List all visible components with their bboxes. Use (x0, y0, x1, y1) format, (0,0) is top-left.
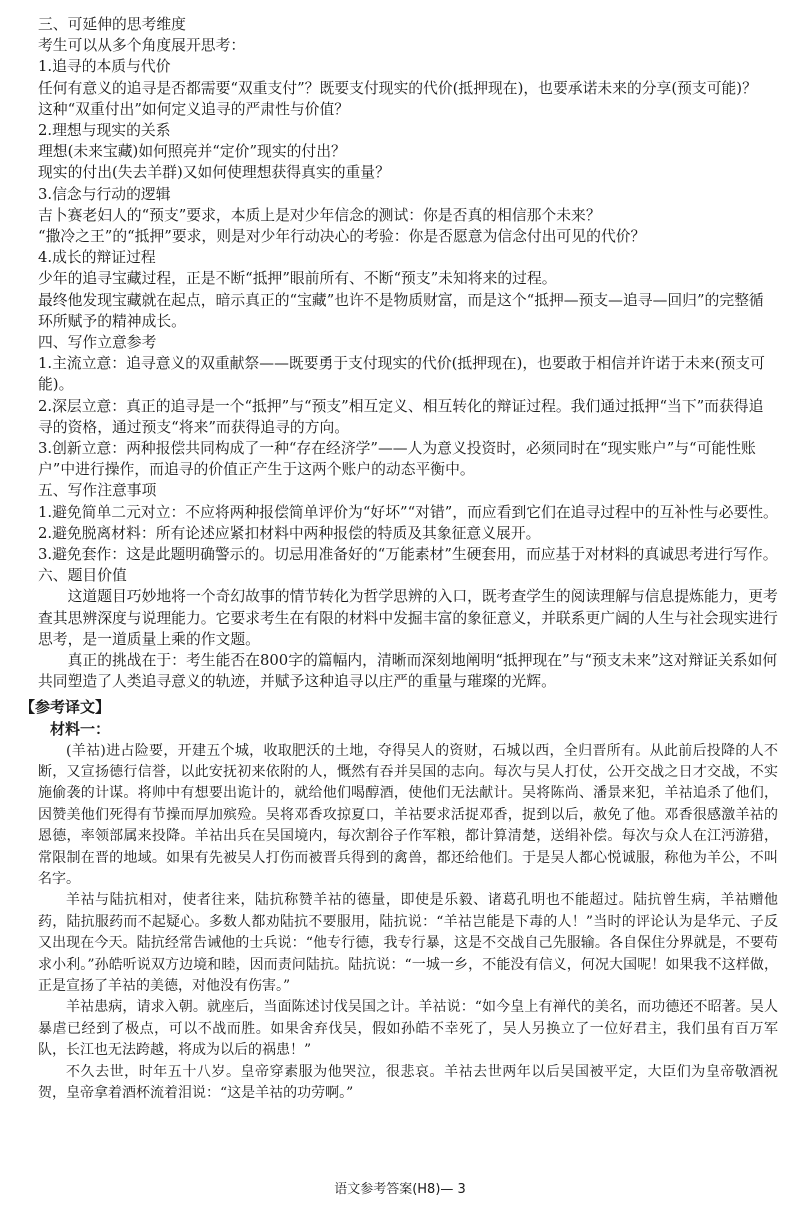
paragraph: 这道题目巧妙地将一个奇幻故事的情节转化为哲学思辨的入口，既考查学生的阅读理解与信息提炼能力，更考查其思辨深度与说理能力。它要求考生在有限的材料中发掘丰富的象征意义，并联系更广阔的人生与社会现实进行思考，是一道质量上乘的作文题。 (38, 588, 778, 648)
section-5-heading: 五、写作注意事项 (38, 482, 157, 500)
item-line: “撒冷之王”的“抵押”要求，则是对少年行动决心的考验：你是否愿意为信念付出可见的代价？ (38, 228, 646, 246)
section-3-intro: 考生可以从多个角度展开思考： (38, 37, 246, 55)
list-item: 1.主流立意：追寻意义的双重献祭——既要勇于支付现实的代价(抵押现在)，也要敢于相信并许诺于未来(预支可能)。 (38, 355, 765, 394)
item-line: 现实的付出(失去羊群)又如何使理想获得真实的重量？ (38, 164, 390, 182)
item-title: 3.信念与行动的逻辑 (38, 185, 171, 203)
list-item: 2.避免脱离材料：所有论述应紧扣材料中两种报偿的特质及其象征意义展开。 (38, 524, 541, 542)
translation-body (38, 741, 778, 1105)
paragraph: 真正的挑战在于：考生能否在800字的篇幅内，清晰而深刻地阐明“抵押现在”与“预支未来”这对辩证关系如何共同塑造了人类追寻意义的轨迹，并赋予这种追寻以庄严的重量与璀璨的光辉。 (38, 652, 778, 691)
section-6-heading: 六、题目价值 (38, 567, 127, 585)
page-footer: 语文参考答案(H8)— 3 (334, 1182, 466, 1197)
paragraph: 羊祜与陆抗相对，使者往来，陆抗称赞羊祜的德量，即使是乐毅、诸葛孔明也不能超过。陆抗曾生病，羊祜赠他药，陆抗服药而不起疑心。多数人都劝陆抗不要服用，陆抗说：“羊祜岂能是下毒的人！”当时的评论认为是华元、子反又出现在今天。陆抗经常告诫他的士兵说：“他专行德，我专行暴，这是不交战自己先服输。各自保住分界就是，不要苟求小利。”孙皓听说双方边境和睦，因而责问陆抗。陆抗说：“一城一乡，不能没有信义，何况大国呢！如果我不这样做，正是宣扬了羊祜的美德，对他没有伤害。” (38, 892, 778, 994)
paragraph: 不久去世，时年五十八岁。皇帝穿素服为他哭泣，很悲哀。羊祜去世两年以后吴国被平定，大臣们为皇帝敬酒祝贺，皇帝拿着酒杯流着泪说：“这是羊祜的功劳啊。” (38, 1063, 778, 1101)
section-5 (38, 480, 778, 565)
item-line: 任何有意义的追寻是否都需要“双重支付”？既要支付现实的代价(抵押现在)，也要承诺未来的分享(预支可能)？ (38, 79, 757, 97)
list-item: 3.避免套作：这是此题明确警示的。切忌用准备好的“万能素材”生硬套用，而应基于对材料的真诚思考进行写作。 (38, 546, 778, 564)
paragraph: 羊祜患病，请求入朝。就座后，当面陈述讨伐吴国之计。羊祜说：“如今皇上有禅代的美名，而功德还不昭著。吴人暴虐已经到了极点，可以不战而胜。如果舍弃伐吴，假如孙皓不幸死了，吴人另换立了一位好君主，我们虽有百万军队，长江也无法跨越，将成为以后的祸患！” (38, 999, 778, 1059)
item-line: 少年的追寻宝藏过程，正是不断“抵押”眼前所有、不断“预支”未知将来的过程。 (38, 270, 557, 288)
section-6 (38, 565, 778, 692)
reference-translation-title: 【参考译文】 (20, 697, 111, 716)
list-item: 1.避免简单二元对立：不应将两种报偿简单评价为“好坏”“对错”，而应看到它们在追寻过程中的互补性与必要性。 (38, 503, 778, 521)
list-item: 2.深层立意：真正的追寻是一个“抵押”与“预支”相互定义、相互转化的辩证过程。我们通过抵押“当下”而获得追寻的资格，通过预支“将来”而获得追寻的方向。 (38, 397, 764, 436)
item-line: 最终他发现宝藏就在起点，暗示真正的“宝藏”也许不是物质财富，而是这个“抵押—预支—追寻—回归”的完整循环所赋予的精神成长。 (38, 291, 764, 330)
section-3 (38, 14, 778, 332)
material-one-title: 材料一： (50, 719, 111, 738)
section-4 (38, 332, 778, 480)
item-line: 吉卜赛老妇人的“预支”要求，本质上是对少年信念的测试：你是否真的相信那个未来？ (38, 206, 601, 224)
item-title: 4.成长的辩证过程 (38, 249, 156, 267)
item-title: 1.追寻的本质与代价 (38, 58, 171, 76)
section-3-heading: 三、可延伸的思考维度 (38, 16, 186, 33)
item-title: 2.理想与现实的关系 (38, 122, 171, 140)
section-4-heading: 四、写作立意参考 (38, 334, 157, 352)
item-line: 这种“双重付出”如何定义追寻的严肃性与价值？ (38, 100, 350, 118)
list-item: 3.创新立意：两种报偿共同构成了一种“存在经济学”——人为意义投资时，必须同时在“现实账户”与“可能性账户”中进行操作，而追寻的价值正产生于这两个账户的动态平衡中。 (38, 440, 756, 479)
item-line: 理想(未来宝藏)如何照亮并“定价”现实的付出？ (38, 143, 346, 161)
paragraph: (羊祜)进占险要，开建五个城，收取肥沃的土地，夺得吴人的资财，石城以西，全归晋所有。从此前后投降的人不断，又宣扬德行信誉，以此安抚初来依附的人，慨然有吞并吴国的志向。每次与吴人打仗，公开交战之日才交战，不实施偷袭的计谋。将帅中有想要出诡计的，就给他们喝醇酒，使他们无法献计。吴将陈尚、潘景来犯，羊祜追杀了他们，因赞美他们死得有节操而厚加殡殓。吴将邓香攻掠夏口，羊祜要求活捉邓香，捉到以后，赦免了他。邓香很感激羊祜的恩德，率领部属来投降。羊祜出兵在吴国境内，每次割谷子作军粮，都计算清楚，送绢补偿。每次与众人在江沔游猎，常限制在晋的地域。如果有先被吴人打伤而被晋兵得到的禽兽，都还给他们。于是吴人都心悦诚服，称他为羊公，不叫名字。 (38, 742, 778, 887)
